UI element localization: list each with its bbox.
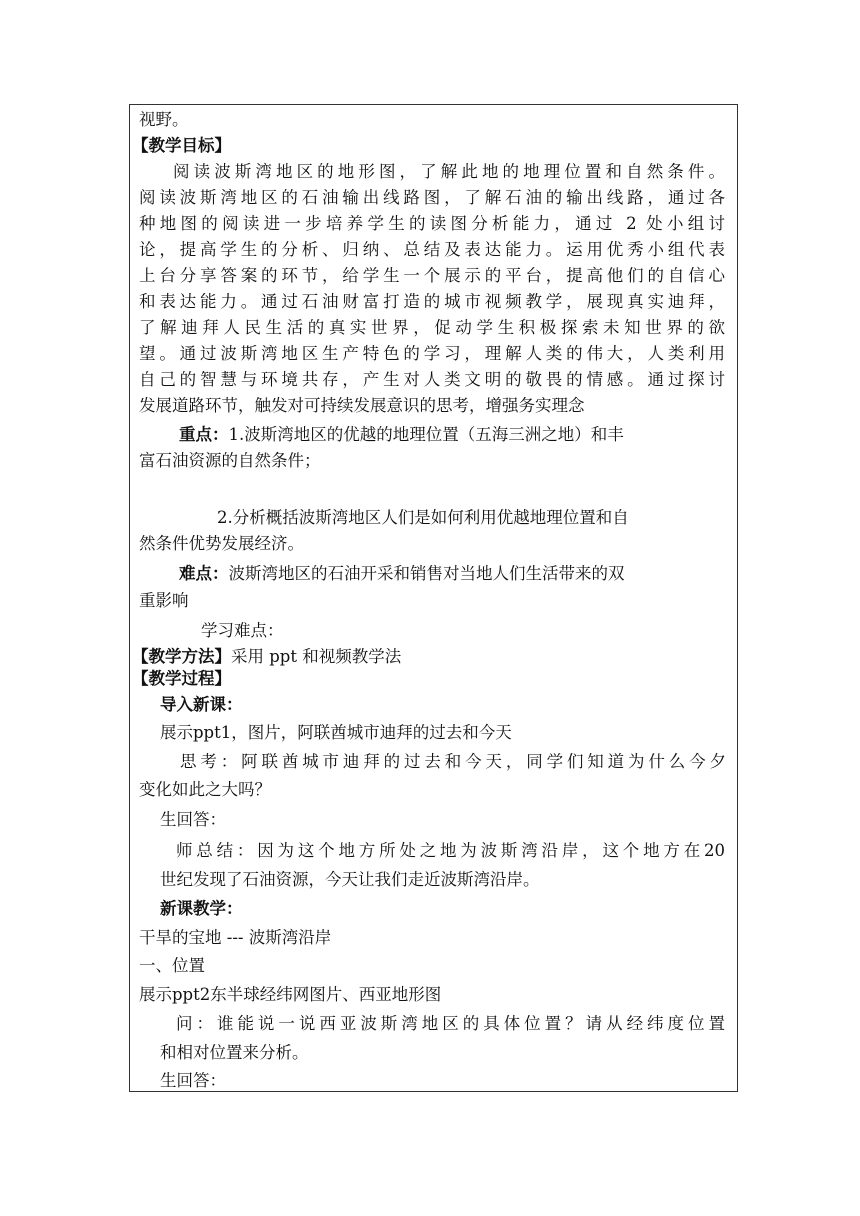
text-line: 变化如此之大吗？ <box>139 780 271 799</box>
text-line: 生回答： <box>160 810 226 829</box>
subheading-new-lesson: 新课教学： <box>160 899 243 918</box>
text-line: 望。通过波斯湾地区生产特色的学习，理解人类的伟大，人类利用 <box>139 344 725 363</box>
text-line: 展示ppt1，图片，阿联酋城市迪拜的过去和今天 <box>160 723 512 742</box>
difficult-point-label: 难点： <box>179 564 229 583</box>
text-line: 论，提高学生的分析、归纳、总结及表达能力。运用优秀小组代表 <box>139 240 725 259</box>
method-text: 采用 ppt 和视频教学法 <box>231 647 402 666</box>
text-line: 生回答： <box>160 1071 226 1090</box>
text-line: 上台分享答案的环节，给学生一个展示的平台，提高他们的自信心 <box>139 266 725 285</box>
key-point-label: 重点： <box>179 425 229 444</box>
section-heading-objectives: 【教学目标】 <box>132 136 231 155</box>
text-line: 师总结：因为这个地方所处之地为波斯湾沿岸，这个地方在20 <box>176 841 725 860</box>
text-line: 学习难点： <box>201 621 284 640</box>
text-line: 富石油资源的自然条件； <box>139 451 321 470</box>
text-line: 世纪发现了石油资源，今天让我们走近波斯湾沿岸。 <box>160 870 540 889</box>
text-line: 了解迪拜人民生活的真实世界，促动学生积极探索未知世界的欲 <box>139 318 725 337</box>
text-line: 和相对位置来分析。 <box>160 1043 309 1062</box>
section-heading-process: 【教学过程】 <box>132 669 231 688</box>
text-line: 种地图的阅读进一步培养学生的读图分析能力，通过 2 处小组讨 <box>139 214 725 233</box>
text-line: 然条件优势发展经济。 <box>139 534 304 553</box>
text-line: 阅读波斯湾地区的石油输出线路图，了解石油的输出线路，通过各 <box>139 188 725 207</box>
text-line: 思考：阿联酋城市迪拜的过去和今天，同学们知道为什么今夕 <box>180 752 726 771</box>
text-line: 和表达能力。通过石油财富打造的城市视频教学，展现真实迪拜， <box>139 292 725 311</box>
text-line: 一、位置 <box>139 956 205 975</box>
text-line: 2.分析概括波斯湾地区人们是如何利用优越地理位置和自 <box>217 508 629 527</box>
text-line: 问：谁能说一说西亚波斯湾地区的具体位置？请从经纬度位置 <box>176 1014 725 1033</box>
text-line: 阅读波斯湾地区的地形图，了解此地的地理位置和自然条件。 <box>173 162 725 181</box>
text-line: 视野。 <box>139 110 189 129</box>
section-heading-methods: 【教学方法】 <box>132 647 231 666</box>
text-line: 自己的智慧与环境共存，产生对人类文明的敬畏的情感。通过探讨 <box>139 370 725 389</box>
text-line: 重影响 <box>139 591 189 610</box>
difficult-point-line <box>179 561 625 587</box>
key-point-line <box>179 422 624 448</box>
difficult-point-text: 波斯湾地区的石油开采和销售对当地人们生活带来的双 <box>228 564 625 583</box>
subheading-intro: 导入新课： <box>160 695 243 714</box>
key-point-text: 1.波斯湾地区的优越的地理位置（五海三洲之地）和丰 <box>228 425 624 444</box>
text-line: 展示ppt2东半球经纬网图片、西亚地形图 <box>139 985 442 1004</box>
text-line: 干旱的宝地 --- 波斯湾沿岸 <box>139 928 332 947</box>
text-line: 发展道路环节，触发对可持续发展意识的思考，增强务实理念 <box>139 396 585 415</box>
